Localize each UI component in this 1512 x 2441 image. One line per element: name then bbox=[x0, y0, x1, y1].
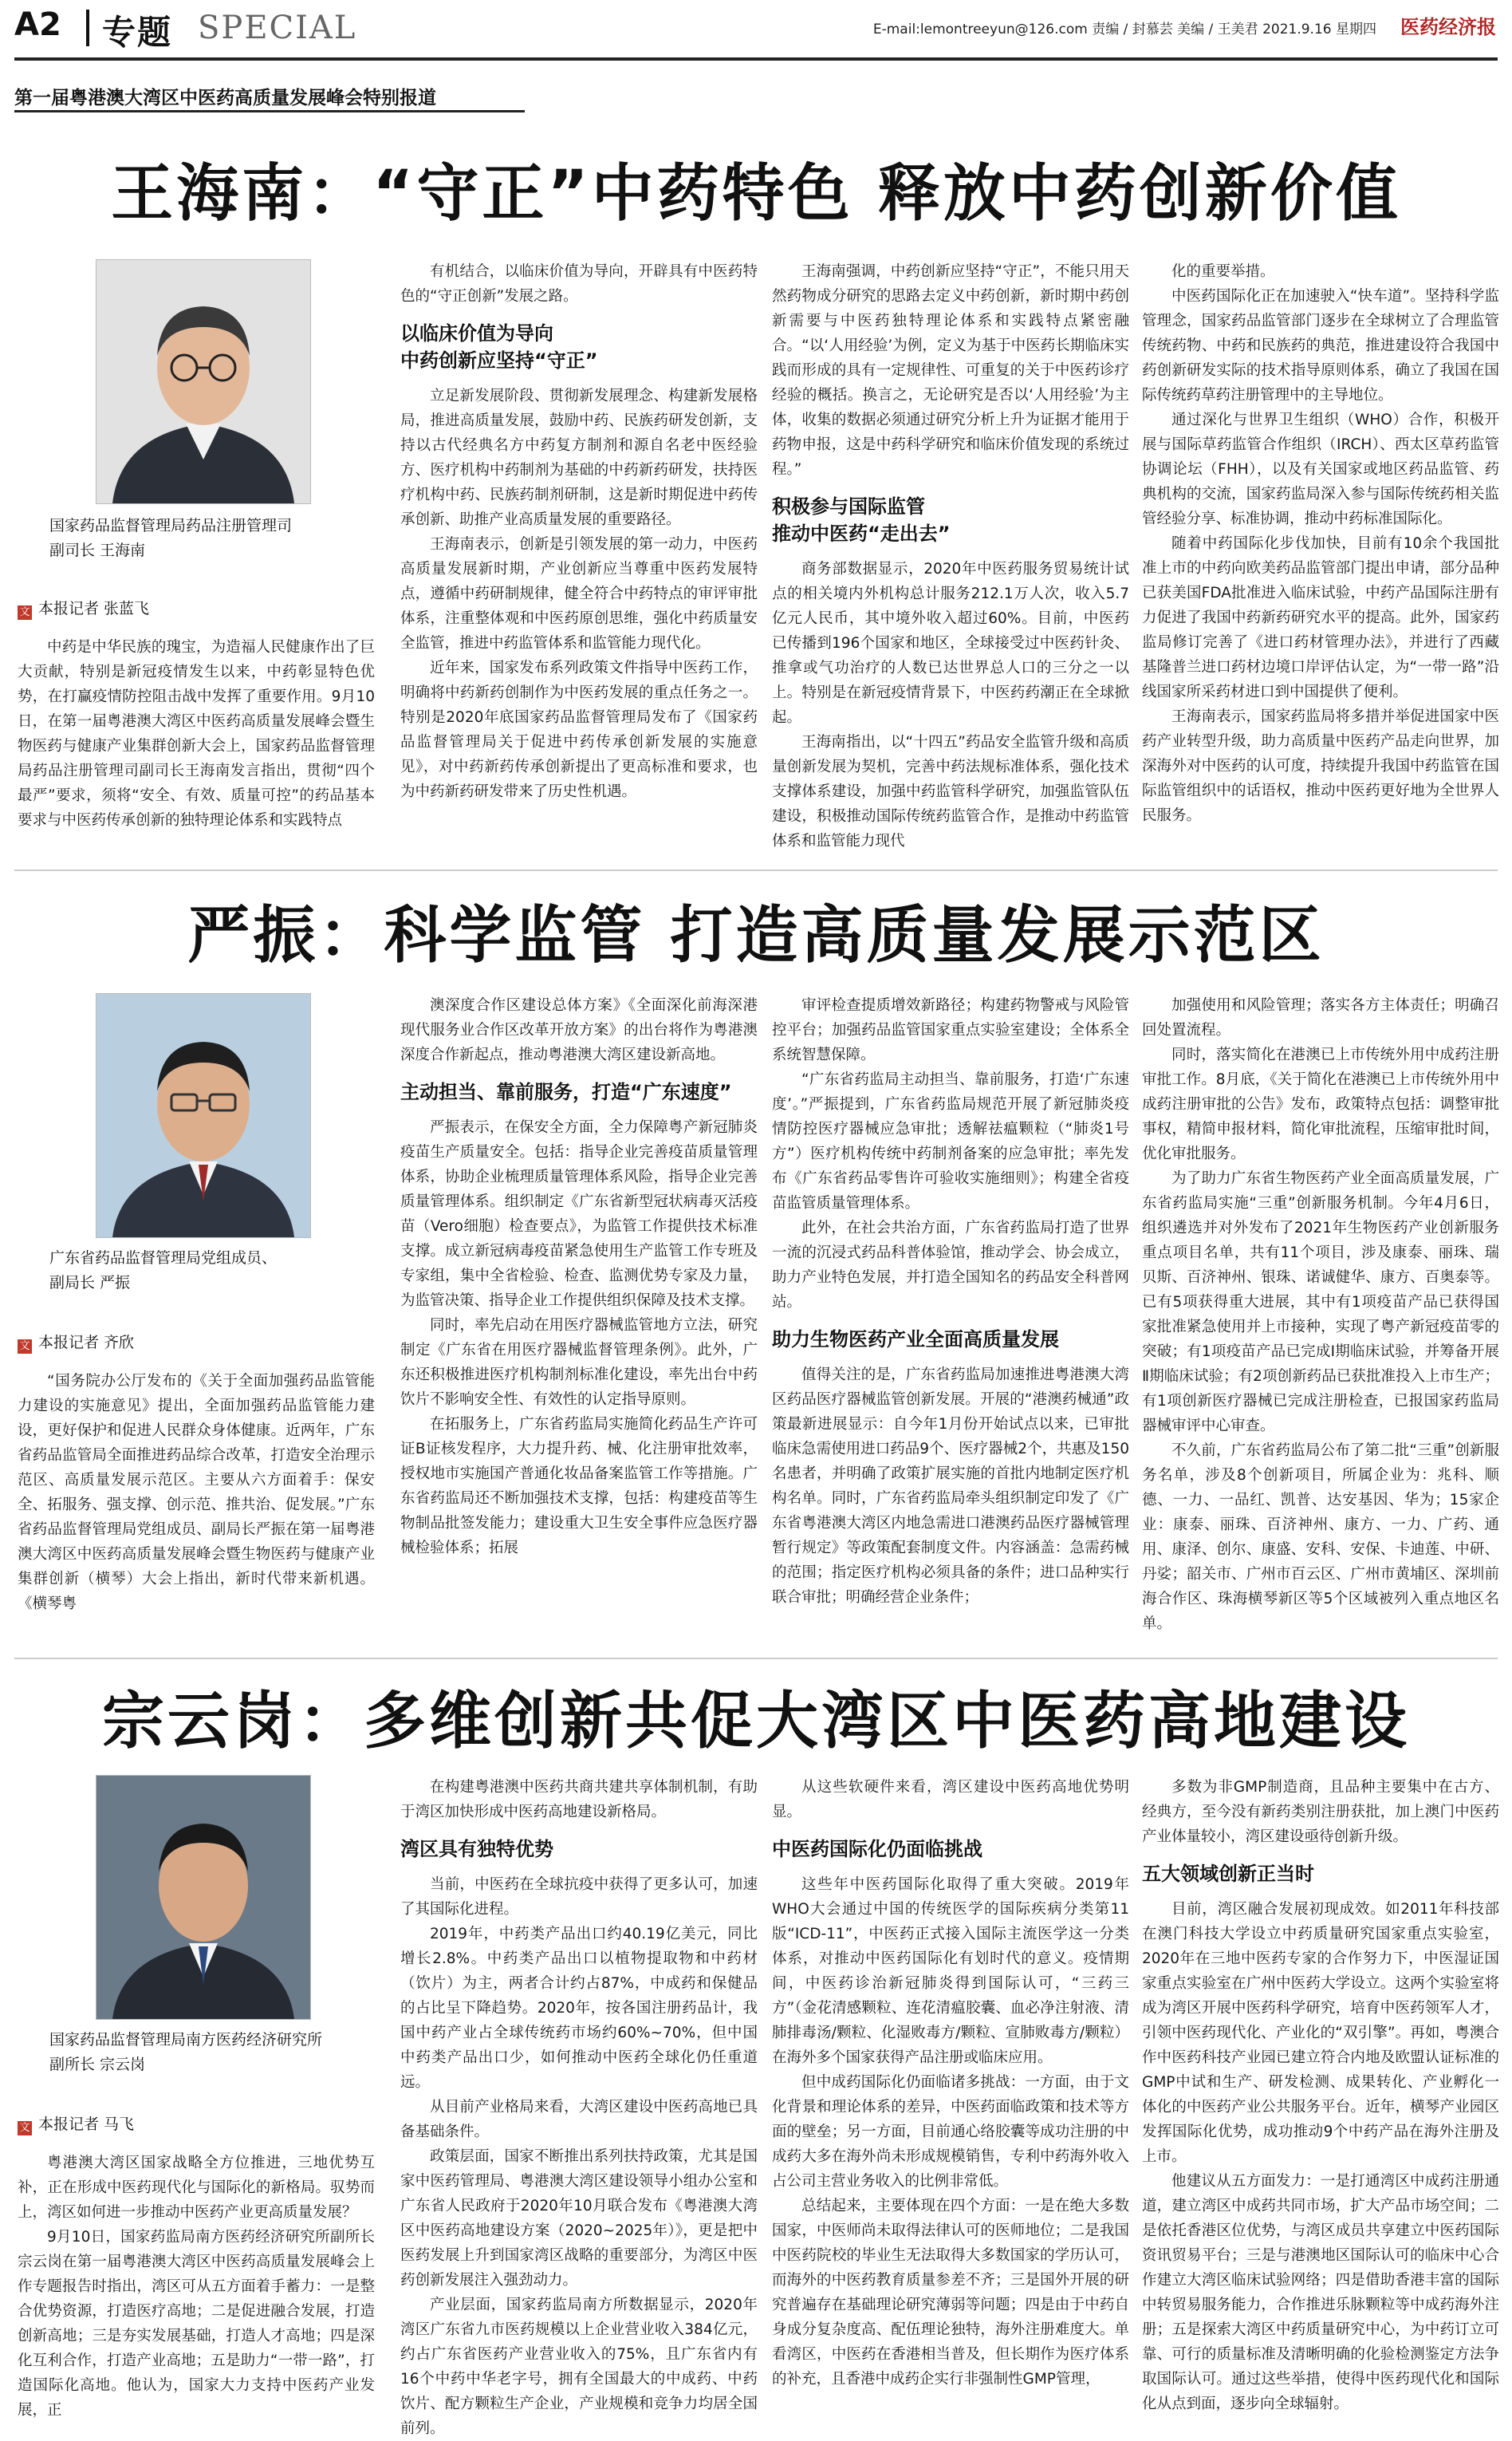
paragraph: 他建议从五方面发力：一是打通湾区中成药注册通道，建立湾区中成药共同市场，扩大产品市场空间；二是依托香港区位优势，与湾区成员共享建立中医药国际资讯贸易平台；三是与港澳地区国际认可的临床中心合作建立大湾区临床试验网络；四是借助香港丰富的国际中转贸易服务能力，合作推进乐脉颗粒等中成药海外注册；五是探索大湾区中药质量研究中心，为中药订立可靠、可行的质量标准及清晰明确的化验检测鉴定方法争取国际认可。通过这些举措，使得中医药现代化和国际化从点到面，逐步向全球辐射。 bbox=[1142, 2173, 1499, 2412]
paragraph: 近年来，国家发布系列政策文件指导中医药工作，明确将中药新药创制作为中医药发展的重点任务之一。特别是2020年底国家药品监督管理局发布了《国家药品监督管理局关于促进中药传承创新发展的实施意见》，对中药新药传承创新提出了更高标准和要求，也为中药新药研发带来了历史性机遇。 bbox=[400, 660, 758, 800]
reporter-mark-icon: 文 bbox=[18, 1339, 32, 1354]
paragraph: 粤港澳大湾区国家战略全方位推进，三地优势互补，正在形成中医药现代化与国际化的新格局。驭势而上，湾区如何进一步推动中医药产业更高质量发展？ bbox=[18, 2155, 375, 2221]
reporter-name: 本报记者 马飞 bbox=[38, 2116, 135, 2133]
paragraph: 但中成药国际化仍面临诸多挑战：一方面，由于文化背景和理论体系的差异，中医药面临政策和技术等方面的壁垒；另一方面，目前通心络胶囊等成功注册的中成药大多在海外尚未形成规模销售，专利中药海外收入占公司主营业务收入的比例非常低。 bbox=[772, 2074, 1129, 2190]
subheading: 中医药国际化仍面临挑战 bbox=[772, 1838, 982, 1860]
paragraph: 不久前，广东省药监局公布了第二批“三重”创新服务名单，涉及8个创新项目，所属企业为：兆科、顺德、一力、一品红、凯普、达安基因、华为；15家企业：康泰、丽珠、百济神州、康方、一力、广药、通用、康泽、创尔、康盛、安科、安保、卡迪莲、中研、丹娑；韶关市、广州市百云区、广州市黄埔区、深圳前海合作区、珠海横琴新区等5个区域被列入重点地区名单。 bbox=[1142, 1442, 1499, 1632]
paragraph: 化的重要举措。 bbox=[1171, 263, 1275, 280]
subheading: 五大领域创新正当时 bbox=[1142, 1863, 1314, 1885]
article-1-caption bbox=[49, 514, 384, 563]
article-2-caption bbox=[49, 1246, 384, 1295]
article-2-column-2 bbox=[400, 993, 758, 1643]
paragraph: 此外，在社会共治方面，广东省药监局打造了世界一流的沉浸式药品科普体验馆，推动学会、协会成立，助力产业特色发展，并打造全国知名的药品安全科普网站。 bbox=[772, 1220, 1129, 1311]
special-report-banner: 第一届粤港澳大湾区中医药高质量发展峰会特别报道 bbox=[14, 88, 436, 108]
paragraph: 同时，落实简化在港澳已上市传统外用中成药注册审批工作。8月底，《关于简化在港澳已上市传统外用中成药注册审批的公告》发布，政策特点包括：调整审批事权，精简申报材料，简化审批流程，压缩审批时间，优化审批服务。 bbox=[1142, 1047, 1499, 1162]
article-3-column-3 bbox=[772, 1775, 1129, 2410]
article-1-portrait-photo bbox=[96, 259, 311, 504]
masthead-logo: 医药经济报 bbox=[1400, 15, 1496, 38]
paragraph: 目前，湾区融合发展初现成效。如2011年科技部在澳门科技大学设立中药质量研究国家重点实验室，2020年在三地中医药专家的合作努力下，中医湿证国家重点实验室在广州中医药大学设立。这两个实验室将成为湾区开展中医药科学研究，培育中医药领军人才，引领中医药现代化、产业化的“双引擎”。再如，粤澳合作中医药科技产业园已建立符合内地及欧盟认证标准的GMP中试和生产、研发检测、成果转化、产业孵化一体化的中医药产业公共服务平台。近年，横琴产业园区发挥国际化优势，成功推动9个中药产品在海外注册及上市。 bbox=[1142, 1901, 1499, 2165]
article-1-column-4 bbox=[1142, 259, 1499, 850]
paragraph: 通过深化与世界卫生组织（WHO）合作，积极开展与国际草药监管合作组织（IRCH）、西太区草药监管协调论坛（FHH），以及有关国家或地区药品监管、药典机构的交流，国家药监局深入参与国际传统药相关监管经验分享、标准协调，推动中药标准国际化。 bbox=[1142, 412, 1499, 527]
article-3-caption bbox=[49, 2028, 384, 2077]
paragraph: 这些年中医药国际化取得了重大突破。2019年WHO大会通过中国的传统医学的国际疾病分类第11版“ICD-11”，中医药正式接入国际主流医学这一分类体系，对推动中医药国际化有划时代的意义。疫情期间，中医药诊治新冠肺炎得到国际认可，“三药三方”（金花清感颗粒、连花清瘟胶囊、血必净注射液、清肺排毒汤/颗粒、化湿败毒方/颗粒、宣肺败毒方/颗粒）在海外多个国家获得产品注册或临床应用。 bbox=[772, 1876, 1129, 2066]
section-title-en: SPECIAL bbox=[198, 10, 357, 46]
paragraph: 为了助力广东省生物医药产业全面高质量发展，广东省药监局实施“三重”创新服务机制。今年4月6日，组织遴选并对外发布了2021年生物医药产业创新服务重点项目名单，共有11个项目，涉及康泰、丽珠、瑞贝斯、百济神州、银珠、诺诚健华、康方、百奥泰等。已有5项获得重大进展，其中有1项疫苗产品已获得国家批准紧急使用并上市接种，实现了粤产新冠疫苗零的突破；有1项疫苗产品已完成Ⅰ期临床试验，并筹备开展Ⅱ期临床试验；有2项创新药品已获批准投入上市生产；有1项创新医疗器械已完成注册检查，已报国家药监局器械审评中心审查。 bbox=[1142, 1170, 1499, 1434]
paragraph: 2019年，中药类产品出口约40.19亿美元，同比增长2.8%。中药类产品出口以植物提取物和中药材（饮片）为主，两者合计约占87%，中成药和保健品的占比呈下降趋势。2020年，按各国注册药品计，我国中药产业占全球传统药市场约60%~70%，但中国中药类产品出口少，如何推动中医药全球化仍任重道远。 bbox=[400, 1926, 758, 2091]
page-header bbox=[0, 0, 1512, 64]
paragraph: 政策层面，国家不断推出系列扶持政策，尤其是国家中医药管理局、粤港澳大湾区建设领导小组办公室和广东省人民政府于2020年10月联合发布《粤港澳大湾区中医药高地建设方案（2020~2025年）》，更是把中医药发展上升到国家湾区战略的重要部分，为湾区中医药创新发展注入强劲动力。 bbox=[400, 2148, 758, 2289]
article-2-column-4 bbox=[1142, 993, 1499, 1643]
reporter-name: 本报记者 张蓝飞 bbox=[38, 600, 150, 617]
paragraph: “广东省药监局主动担当、靠前服务，打造‘广东速度’。”严振提到，广东省药监局规范开展了新冠肺炎疫情防控医疗器械应急审批；透解祛瘟颗粒（“肺炎1号方”）医疗机构传统中药制剂备案的应急审批；率先发布《广东省药品零售许可验收实施细则》；构建全省疫苗监管质量管理体系。 bbox=[772, 1071, 1129, 1212]
header-separator bbox=[86, 10, 89, 46]
article-1-column-1 bbox=[18, 635, 375, 846]
paragraph: 中医药国际化正在加速驶入“快车道”。坚持科学监管理念，国家药品监管部门逐步在全球树立了合理监管传统药物、中药和民族药的典范，推进建设符合我国中药创新研发实际的技术指导原则体系，确立了我国在国际传统药草药注册管理中的主导地位。 bbox=[1142, 288, 1499, 404]
subheading: 湾区具有独特优势 bbox=[400, 1838, 553, 1860]
caption-title: 副局长 严振 bbox=[49, 1274, 131, 1291]
paragraph: 王海南强调，中药创新应坚持“守正”，不能只用天然药物成分研究的思路去定义中药创新，新时期中药创新需要与中医药独特理论体系和实践特点紧密融合。“以‘人用经验’为例，定义为基于中医药长期临床实践而形成的具有一定规律性、可重复的关于中医药诊疗经验的概括。换言之，无论研究是否以‘人用经验’为主体，收集的数据必须通过研究分析上升为证据才能用于药物申报，这是中药科学研究和临床价值发现的系统过程。” bbox=[772, 263, 1129, 478]
paragraph: 加强使用和风险管理；落实各方主体责任；明确召回处置流程。 bbox=[1142, 997, 1499, 1039]
caption-affiliation: 广东省药品监督管理局党组成员、 bbox=[49, 1249, 278, 1267]
paragraph: 严振表示，在保安全方面，全力保障粤产新冠肺炎疫苗生产质量安全。包括：指导企业完善疫苗质量管理体系，协助企业梳理质量管理体系风险，指导企业完善质量管理体系。组织制定《广东省新型冠状病毒灭活疫苗（Vero细胞）检查要点》，为监管工作提供技术标准支撑。成立新冠病毒疫苗紧急使用生产监管工作专班及专家组，集中全省检验、检查、监测优势专家及力量，为监管决策、指导企业工作提供组织保障及技术支撑。 bbox=[400, 1119, 758, 1309]
section-title: 专题 bbox=[102, 13, 173, 52]
paragraph: 从目前产业格局来看，大湾区建设中医药高地已具备基础条件。 bbox=[400, 2099, 758, 2140]
portrait-figure-icon bbox=[96, 260, 310, 503]
paragraph: 总结起来，主要体现在四个方面：一是在绝大多数国家，中医师尚未取得法律认可的医师地位；二是我国中医药院校的毕业生无法取得大多数国家的学历认可，而海外的中医药教育质量参差不齐；三是国外开展的研究普遍存在基础理论研究薄弱等问题；四是由于中药自身成分复杂度高、配伍理论独特，海外注册难度大。单看湾区，中医药在香港相当普及，但长期作为医疗体系的补充，且香港中成药企实行非强制性GMP管理， bbox=[772, 2198, 1129, 2388]
subheading: 以临床价值为导向 中药创新应坚持“守正” bbox=[400, 322, 598, 372]
article-1-column-2 bbox=[400, 259, 758, 850]
reporter-name: 本报记者 齐欣 bbox=[38, 1334, 135, 1351]
paragraph: 在拓服务上，广东省药监局实施简化药品生产许可证B证核发程序，大力提升药、械、化注册审批效率，授权地市实施国产普通化妆品备案监管工作等措施。广东省药监局还不断加强技术支撑，包括：构建疫苗等生物制品批签发能力；建设重大卫生安全事件应急医疗器械检验体系；拓展 bbox=[400, 1416, 758, 1556]
portrait-figure-icon bbox=[96, 994, 310, 1237]
paragraph: “国务院办公厅发布的《关于全面加强药品监管能力建设的实施意见》提出，全面加强药品监管能力建设，更好保护和促进人民群众身体健康。近两年，广东省药品监管局全面推进药品综合改革，打造安全治理示范区、高质量发展示范区。主要从六方面着手：保安全、拓服务、强支撑、创示范、推共治、促发展。”广东省药品监督管理局党组成员、副局长严振在第一届粤港澳大湾区中医药高质量发展峰会暨生物医药与健康产业集群创新（横琴）大会上指出，新时代带来新机遇。《横琴粤 bbox=[18, 1373, 375, 1612]
caption-title: 副所长 宗云岗 bbox=[49, 2056, 146, 2073]
editor-meta: E-mail:lemontreeyun@126.com 责编 / 封慕芸 美编 / 王美君 2021.9.16 星期四 bbox=[872, 22, 1376, 37]
caption-affiliation: 国家药品监督管理局南方医药经济研究所 bbox=[49, 2031, 323, 2049]
paragraph: 同时，率先启动在用医疗器械监管地方立法，研究制定《广东省在用医疗器械监督管理条例》。此外，广东还积极推进医疗机构制剂标准化建设，率先出台中药饮片不影响安全性、有效性的认定指导原则。 bbox=[400, 1317, 758, 1408]
paragraph: 商务部数据显示，2020年中医药服务贸易统计试点的相关境内外机构总计服务212.1万人次，收入5.7亿元人民币，其中境外收入超过60%。目前，中医药已传播到196个国家和地区，全球接受过中医药针灸、推拿或气功治疗的人数已达世界总人口的三分之一以上。特别是在新冠疫情背景下，中医药药潮正在全球掀起。 bbox=[772, 561, 1129, 726]
caption-title: 副司长 王海南 bbox=[49, 542, 146, 559]
article-1-byline bbox=[18, 597, 149, 620]
subheading: 积极参与国际监管 推动中医药“走出去” bbox=[772, 495, 951, 545]
portrait-figure-icon bbox=[96, 1776, 310, 2019]
paragraph: 中药是中华民族的瑰宝，为造福人民健康作出了巨大贡献，特别是新冠疫情发生以来，中药彰显特色优势，在打赢疫情防控阻击战中发挥了重要作用。9月10日，在第一届粤港澳大湾区中医药高质量发展峰会暨生物医药与健康产业集群创新大会上，国家药品监督管理局药品注册管理司副司长王海南发言指出，贯彻“四个最严”要求，须将“安全、有效、质量可控”的药品基本要求与中医药传承创新的独特理论体系和实践特点 bbox=[18, 639, 375, 829]
paragraph: 王海南表示，创新是引领发展的第一动力，中医药高质量发展新时期，产业创新应当尊重中医药发展特点，遵循中药研制规律，健全符合中药特点的审评审批体系，注重整体观和中医药原创思维，强化中药质量安全监管，推进中药监管体系和监管能力现代化。 bbox=[400, 536, 758, 652]
subheading: 助力生物医药产业全面高质量发展 bbox=[772, 1328, 1059, 1351]
banner-underline bbox=[14, 110, 525, 112]
paragraph: 值得关注的是，广东省药监局加速推进粤港澳大湾区药品医疗器械监管创新发展。开展的“港澳药械通”政策最新进展显示：自今年1月份开始试点以来，已审批临床急需使用进口药品9个、医疗器械2个，共惠及150名患者，并明确了政策扩展实施的首批内地制定医疗机构名单。同时，广东省药监局牵头组织制定印发了《广东省粤港澳大湾区内地急需进口港澳药品医疗器械管理暂行规定》等政策配套制度文件。内容涵盖：急需药械的范围；指定医疗机构必须具备的条件；进口品种实行联合审批；明确经营企业条件； bbox=[772, 1366, 1129, 1606]
paragraph: 在构建粤港澳中医药共商共建共享体制机制，有助于湾区加快形成中医药高地建设新格局。 bbox=[400, 1779, 758, 1820]
article-2-column-3 bbox=[772, 993, 1129, 1643]
article-1-headline: 王海南：“守正”中药特色 释放中药创新价值 bbox=[111, 158, 1401, 230]
reporter-mark-icon: 文 bbox=[18, 605, 32, 620]
article-3-portrait-photo bbox=[96, 1775, 311, 2020]
article-3-column-2 bbox=[400, 1775, 758, 2437]
paragraph: 有机结合，以临床价值为导向，开辟具有中医药特色的“守正创新”发展之路。 bbox=[400, 263, 758, 305]
paragraph: 澳深度合作区建设总体方案》《全面深化前海深港现代服务业合作区改革开放方案》的出台将作为粤港澳深度合作新起点，推动粤港澳大湾区建设新高地。 bbox=[400, 997, 758, 1063]
article-3-column-4 bbox=[1142, 1775, 1499, 2410]
page-number: A2 bbox=[14, 6, 61, 43]
paragraph: 从这些软硬件来看，湾区建设中医药高地优势明显。 bbox=[772, 1779, 1129, 1820]
paragraph: 随着中药国际化步伐加快，目前有10余个我国批准上市的中药向欧美药品监管部门提出申请，部分品种已获美国FDA批准进入临床试验，中药产品国际注册有力促进了我国中药新药研究水平的提高。此外，国家药监局修订完善了《进口药材管理办法》，并进行了西藏基隆普兰进口药材边境口岸评估认定，为“一带一路”沿线国家所采药材进口到中国提供了便利。 bbox=[1142, 535, 1499, 700]
article-3-column-1 bbox=[18, 2151, 375, 2419]
article-2-byline bbox=[18, 1331, 134, 1354]
article-2-column-1 bbox=[18, 1369, 375, 1640]
paragraph: 多数为非GMP制造商，且品种主要集中在古方、经典方，至今没有新药类别注册获批，加上澳门中医药产业体量较小，湾区建设亟待创新升级。 bbox=[1142, 1779, 1499, 1845]
paragraph: 王海南表示，国家药监局将多措并举促进国家中医药产业转型升级，助力高质量中医药产品走向世界，加深海外对中医药的认可度，持续提升我国中药监管在国际监管组织中的话语权，推动中医药更好地为全世界人民服务。 bbox=[1142, 708, 1499, 824]
paragraph: 9月10日，国家药监局南方医药经济研究所副所长宗云岗在第一届粤港澳大湾区中医药高质量发展峰会上作专题报告时指出，湾区可从五方面着手蓄力：一是整合优势资源，打造医疗高地；二是促进融合发展，打造创新高地；三是夯实发展基础，打造人才高地；四是深化互利合作，打造产业高地；五是助力“一带一路”，打造国际化高地。他认为，国家大力支持中医药产业发展，正 bbox=[18, 2229, 375, 2419]
subheading: 主动担当、靠前服务，打造“广东速度” bbox=[400, 1081, 732, 1103]
article-3-byline bbox=[18, 2112, 134, 2135]
article-divider bbox=[14, 1658, 1498, 1659]
paragraph: 产业层面，国家药监局南方所数据显示，2020年湾区广东省九市医药规模以上企业营业收入384亿元，约占广东省医药产业营业收入的75%，且广东省内有16个中药中华老字号，拥有全国最大的中成药、中药饮片、配方颗粒生产企业，产业规模和竞争力均居全国前列。 bbox=[400, 2297, 758, 2437]
header-rule bbox=[14, 57, 1498, 61]
article-2-portrait-photo bbox=[96, 993, 311, 1238]
article-2-headline: 严振：科学监管 打造高质量发展示范区 bbox=[187, 900, 1325, 972]
paragraph: 当前，中医药在全球抗疫中获得了更多认可，加速了其国际化进程。 bbox=[400, 1876, 758, 1918]
article-1-column-3 bbox=[772, 259, 1129, 850]
article-divider bbox=[14, 870, 1498, 871]
article-3-headline: 宗云岗：多维创新共促大湾区中医药高地建设 bbox=[101, 1686, 1410, 1757]
paragraph: 立足新发展阶段、贯彻新发展理念、构建新发展格局，推进高质量发展，鼓励中药、民族药研发创新，支持以古代经典名方中药复方制剂和源自名老中医经验方、医疗机构中药制剂为基础的中药新药研发，扶持医疗机构中药、民族药制剂研制，这是新时期促进中药传承创新、助推产业高质量发展的重要路径。 bbox=[400, 388, 758, 528]
caption-affiliation: 国家药品监督管理局药品注册管理司 bbox=[49, 517, 293, 534]
reporter-mark-icon: 文 bbox=[18, 2121, 32, 2135]
paragraph: 王海南指出，以“十四五”药品安全监管升级和高质量创新发展为契机，完善中药法规标准体系，强化技术支撑体系建设，加强中药监管科学研究，加强监管队伍建设，积极推动国际传统药监管合作，是推动中药监管体系和监管能力现代 bbox=[772, 734, 1129, 850]
paragraph: 审评检查提质增效新路径；构建药物警戒与风险管控平台；加强药品监管国家重点实验室建设；全体系全系统智慧保障。 bbox=[772, 997, 1129, 1063]
